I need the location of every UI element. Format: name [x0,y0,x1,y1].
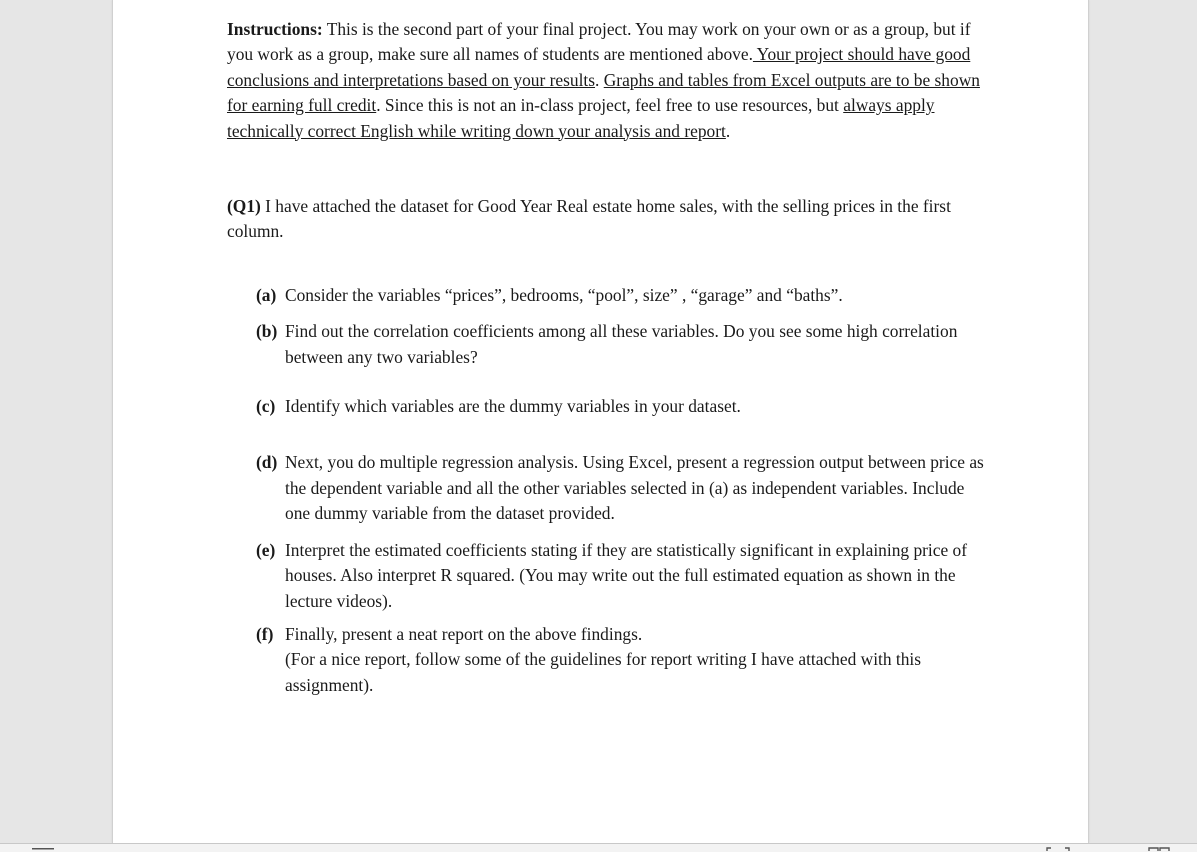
read-mode-icon[interactable] [1148,847,1170,851]
item-text: Find out the correlation coefficients among all these variables. Do you see some high correlation between any two variables? [285,321,958,367]
item-label: (d) [256,452,278,473]
document-body [227,17,987,698]
list-item [256,538,987,614]
item-label: (a) [256,284,277,305]
item-text: Interpret the estimated coefficients stating if they are statistically significant in explaining price of houses. Also interpret R squared. (You may write out the full estimated equation as shown in the lecture videos). [285,539,968,611]
item-text-line-1: Finally, present a neat report on the above findings. [285,623,643,644]
question-q1 [227,194,987,245]
item-text [285,622,987,698]
list-item [256,622,987,698]
item-label: (e) [256,539,276,560]
instructions-underline-2: Graphs and tables from Excel outputs are to be shown for earning full credit [227,69,980,116]
item-label: (f) [256,623,274,644]
instructions-label: Instructions: [227,19,323,39]
menu-icon[interactable] [32,847,54,851]
document-page [112,0,1089,843]
list-item [256,450,987,526]
list-item [256,319,987,370]
item-text: Consider the variables “prices”, bedrooms, “pool”, size” , “garage” and “baths”. [285,284,843,305]
instructions-paragraph [227,17,987,144]
instructions-underline-1: Your project should have good conclusions and interpretations based on your results [227,44,971,90]
q1-label: (Q1) [227,196,261,217]
item-text-line-2: (For a nice report, follow some of the guidelines for report writing I have attached with this assignment). [285,649,922,695]
item-label: (b) [256,321,278,342]
instructions-text-2: . [595,69,604,90]
q1-text: I have attached the dataset for Good Year Real estate home sales, with the selling prices in the first column. [227,196,951,242]
instructions-underline-3: always apply technically correct English while writing down your analysis and report [227,95,935,141]
instructions-text-1: This is the second part of your final project. You may work on your own or as a group, but if you work as a group, make sure all names of students are mentioned above. [227,19,971,65]
list-item [256,394,987,419]
item-label: (c) [256,396,276,417]
focus-icon[interactable] [1046,847,1070,851]
item-text: Next, you do multiple regression analysis. Using Excel, present a regression output between price as the dependent variable and all the other variables selected in (a) as independent variables. Include one dummy variable from the dataset provided. [285,452,984,524]
list-item [256,283,987,308]
item-text: Identify which variables are the dummy variables in your dataset. [285,396,741,417]
instructions-text-4: . [725,120,731,141]
question-items [256,283,987,698]
instructions-text-3: . Since this is not an in-class project, feel free to use resources, but [376,95,844,116]
